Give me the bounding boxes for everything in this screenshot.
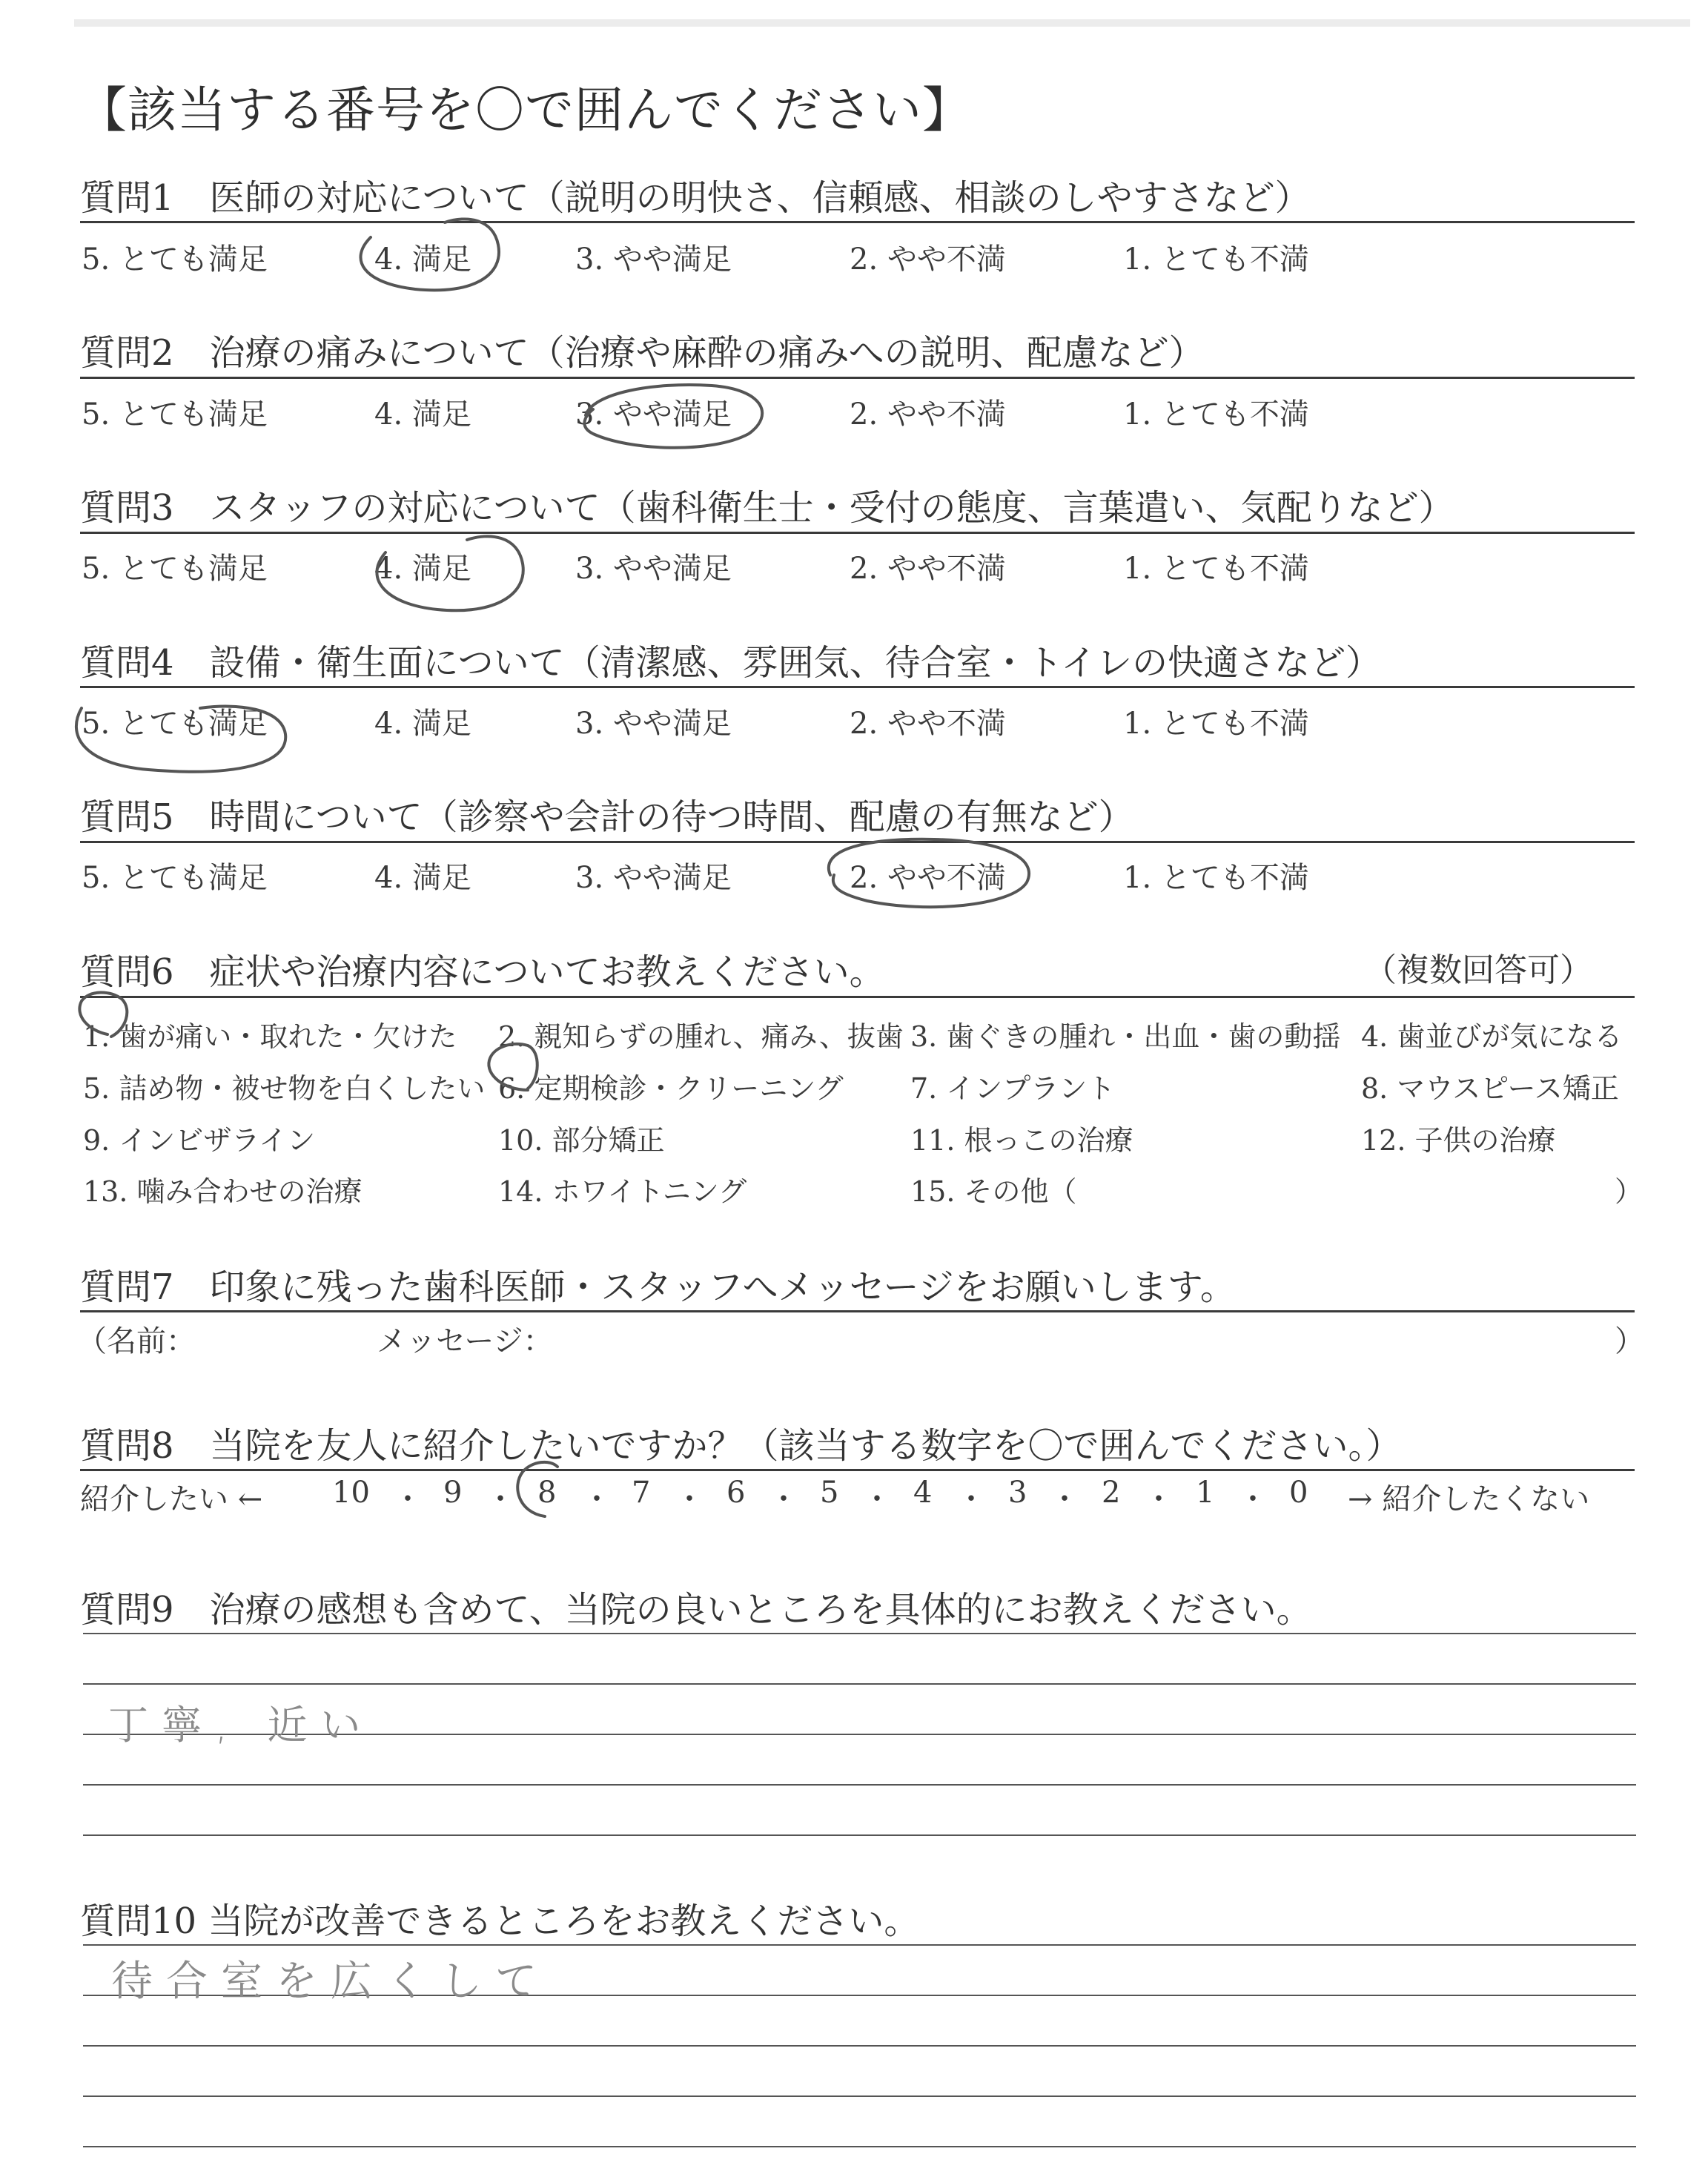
q6-option-4[interactable]: 4. 歯並びが気になる — [1361, 1020, 1623, 1053]
separator-dot: ・ — [956, 1482, 986, 1516]
q3-option-5[interactable]: 5. とても満足 — [82, 552, 268, 586]
q8-left-label: 紹介したい ← — [80, 1482, 263, 1516]
q6-option-8[interactable]: 8. マウスピース矯正 — [1361, 1072, 1619, 1105]
divider — [80, 532, 1635, 534]
q6-option-14[interactable]: 14. ホワイトニング — [498, 1175, 747, 1208]
q4-option-2[interactable]: 2. やや不満 — [850, 707, 1006, 741]
q6-option-6[interactable]: 6. 定期検診・クリーニング — [498, 1072, 844, 1105]
q6-option-13[interactable]: 13. 噛み合わせの治療 — [83, 1175, 363, 1208]
separator-dot: ・ — [769, 1482, 798, 1516]
separator-dot: ・ — [675, 1482, 704, 1516]
q8-scale-3[interactable]: 3 — [1008, 1476, 1027, 1510]
q8-scale-1[interactable]: 1 — [1196, 1476, 1215, 1510]
q8-scale-6[interactable]: 6 — [726, 1476, 746, 1510]
q3-option-4[interactable]: 4. 満足 — [374, 552, 471, 586]
q8-scale-2[interactable]: 2 — [1102, 1476, 1121, 1510]
q1-option-5[interactable]: 5. とても満足 — [82, 242, 268, 277]
q2-option-1[interactable]: 1. とても不満 — [1123, 397, 1309, 432]
q7-close: ） — [1615, 1324, 1644, 1358]
q6-option-3[interactable]: 3. 歯ぐきの腫れ・出血・歯の動揺 — [910, 1020, 1341, 1053]
question-1-label: 質問1 医師の対応について（説明の明快さ、信頼感、相談のしやすさなど） — [80, 177, 1311, 219]
divider — [80, 1310, 1635, 1312]
q2-option-2[interactable]: 2. やや不満 — [850, 397, 1006, 432]
q1-option-2[interactable]: 2. やや不満 — [850, 242, 1006, 277]
scan-edge — [74, 19, 1690, 27]
q5-option-3[interactable]: 3. やや満足 — [575, 861, 732, 895]
question-7-label: 質問7 印象に残った歯科医師・スタッフへメッセージをお願いします。 — [80, 1266, 1236, 1308]
answer-line — [83, 2095, 1636, 2097]
q4-option-4[interactable]: 4. 満足 — [374, 707, 471, 741]
q4-option-5[interactable]: 5. とても満足 — [82, 707, 268, 741]
answer-line — [83, 1784, 1636, 1786]
q8-scale-4[interactable]: 4 — [913, 1476, 933, 1510]
q6-option-15[interactable]: 15. その他（ — [910, 1175, 1077, 1208]
answer-line — [83, 1633, 1636, 1634]
q4-option-3[interactable]: 3. やや満足 — [575, 707, 732, 741]
q1-option-4[interactable]: 4. 満足 — [374, 242, 471, 277]
q8-scale-9[interactable]: 9 — [443, 1476, 463, 1510]
q5-option-4[interactable]: 4. 満足 — [374, 861, 471, 895]
separator-dot: ・ — [393, 1482, 423, 1516]
q10-handwritten-answer[interactable]: 待合室を広くして — [111, 1958, 550, 2006]
q8-scale-10[interactable]: 10 — [332, 1476, 370, 1510]
q4-option-1[interactable]: 1. とても不満 — [1123, 707, 1309, 741]
answer-line — [83, 1944, 1636, 1946]
question-10-label: 質問10 当院が改善できるところをお教えください。 — [80, 1900, 920, 1942]
question-3-label: 質問3 スタッフの対応について（歯科衛生士・受付の態度、言葉遣い、気配りなど） — [80, 487, 1454, 529]
question-5-label: 質問5 時間について（診察や会計の待つ時間、配慮の有無など） — [80, 796, 1134, 838]
q6-option-7[interactable]: 7. インプラント — [910, 1072, 1116, 1105]
q2-option-4[interactable]: 4. 満足 — [374, 397, 471, 432]
q1-option-3[interactable]: 3. やや満足 — [575, 242, 732, 277]
answer-line — [83, 1834, 1636, 1836]
question-4-label: 質問4 設備・衛生面について（清潔感、雰囲気、待合室・トイレの快適さなど） — [80, 642, 1382, 684]
answer-line — [83, 1683, 1636, 1685]
question-6-label: 質問6 症状や治療内容についてお教えください。 — [80, 951, 885, 993]
q9-handwritten-answer[interactable]: 丁寧, 近い — [108, 1702, 374, 1748]
q6-option-5[interactable]: 5. 詰め物・被せ物を白くしたい — [83, 1072, 486, 1105]
divider — [80, 841, 1635, 843]
q5-option-2[interactable]: 2. やや不満 — [850, 861, 1006, 895]
separator-dot: ・ — [1238, 1482, 1268, 1516]
question-2-label: 質問2 治療の痛みについて（治療や麻酔の痛みへの説明、配慮など） — [80, 332, 1205, 374]
q8-scale-7[interactable]: 7 — [632, 1476, 651, 1510]
q6-option-12[interactable]: 12. 子供の治療 — [1361, 1124, 1556, 1157]
divider — [80, 221, 1635, 223]
divider — [80, 377, 1635, 379]
q6-option-2[interactable]: 2. 親知らずの腫れ、痛み、抜歯 — [498, 1020, 904, 1053]
answer-line — [83, 2146, 1636, 2147]
q7-message-label: メッセージ： — [377, 1324, 553, 1358]
q5-option-5[interactable]: 5. とても満足 — [82, 861, 268, 895]
question-8-label: 質問8 当院を友人に紹介したいですか？（該当する数字を〇で囲んでください。） — [80, 1425, 1402, 1467]
separator-dot: ・ — [486, 1482, 515, 1516]
q1-option-1[interactable]: 1. とても不満 — [1123, 242, 1309, 277]
q8-right-label: → 紹介したくない — [1348, 1482, 1590, 1516]
separator-dot: ・ — [1144, 1482, 1174, 1516]
q2-option-5[interactable]: 5. とても満足 — [82, 397, 268, 432]
q8-scale-5[interactable]: 5 — [820, 1476, 839, 1510]
separator-dot: ・ — [862, 1482, 892, 1516]
q3-option-3[interactable]: 3. やや満足 — [575, 552, 732, 586]
q3-option-1[interactable]: 1. とても不満 — [1123, 552, 1309, 586]
question-9-label: 質問9 治療の感想も含めて、当院の良いところを具体的にお教えください。 — [80, 1589, 1312, 1631]
q7-name-label: （名前： — [77, 1324, 196, 1358]
q8-scale-0[interactable]: 0 — [1289, 1476, 1308, 1510]
separator-dot: ・ — [1050, 1482, 1079, 1516]
q5-option-1[interactable]: 1. とても不満 — [1123, 861, 1309, 895]
q6-option-10[interactable]: 10. 部分矯正 — [498, 1124, 665, 1157]
divider — [80, 996, 1635, 998]
q6-option-1[interactable]: 1. 歯が痛い・取れた・欠けた — [83, 1020, 457, 1053]
q8-scale-8[interactable]: 8 — [537, 1476, 557, 1510]
divider — [80, 1469, 1635, 1471]
q2-option-3[interactable]: 3. やや満足 — [575, 397, 732, 432]
separator-dot: ・ — [582, 1482, 612, 1516]
answer-line — [83, 2045, 1636, 2047]
question-6-note: （複数回答可） — [1364, 951, 1592, 989]
divider — [80, 686, 1635, 688]
q6-other-close: ） — [1615, 1175, 1644, 1208]
q3-option-2[interactable]: 2. やや不満 — [850, 552, 1006, 586]
q6-option-9[interactable]: 9. インビザライン — [83, 1124, 316, 1157]
page-title: 【該当する番号を〇で囲んでください】 — [78, 82, 972, 139]
q6-option-11[interactable]: 11. 根っこの治療 — [910, 1124, 1133, 1157]
